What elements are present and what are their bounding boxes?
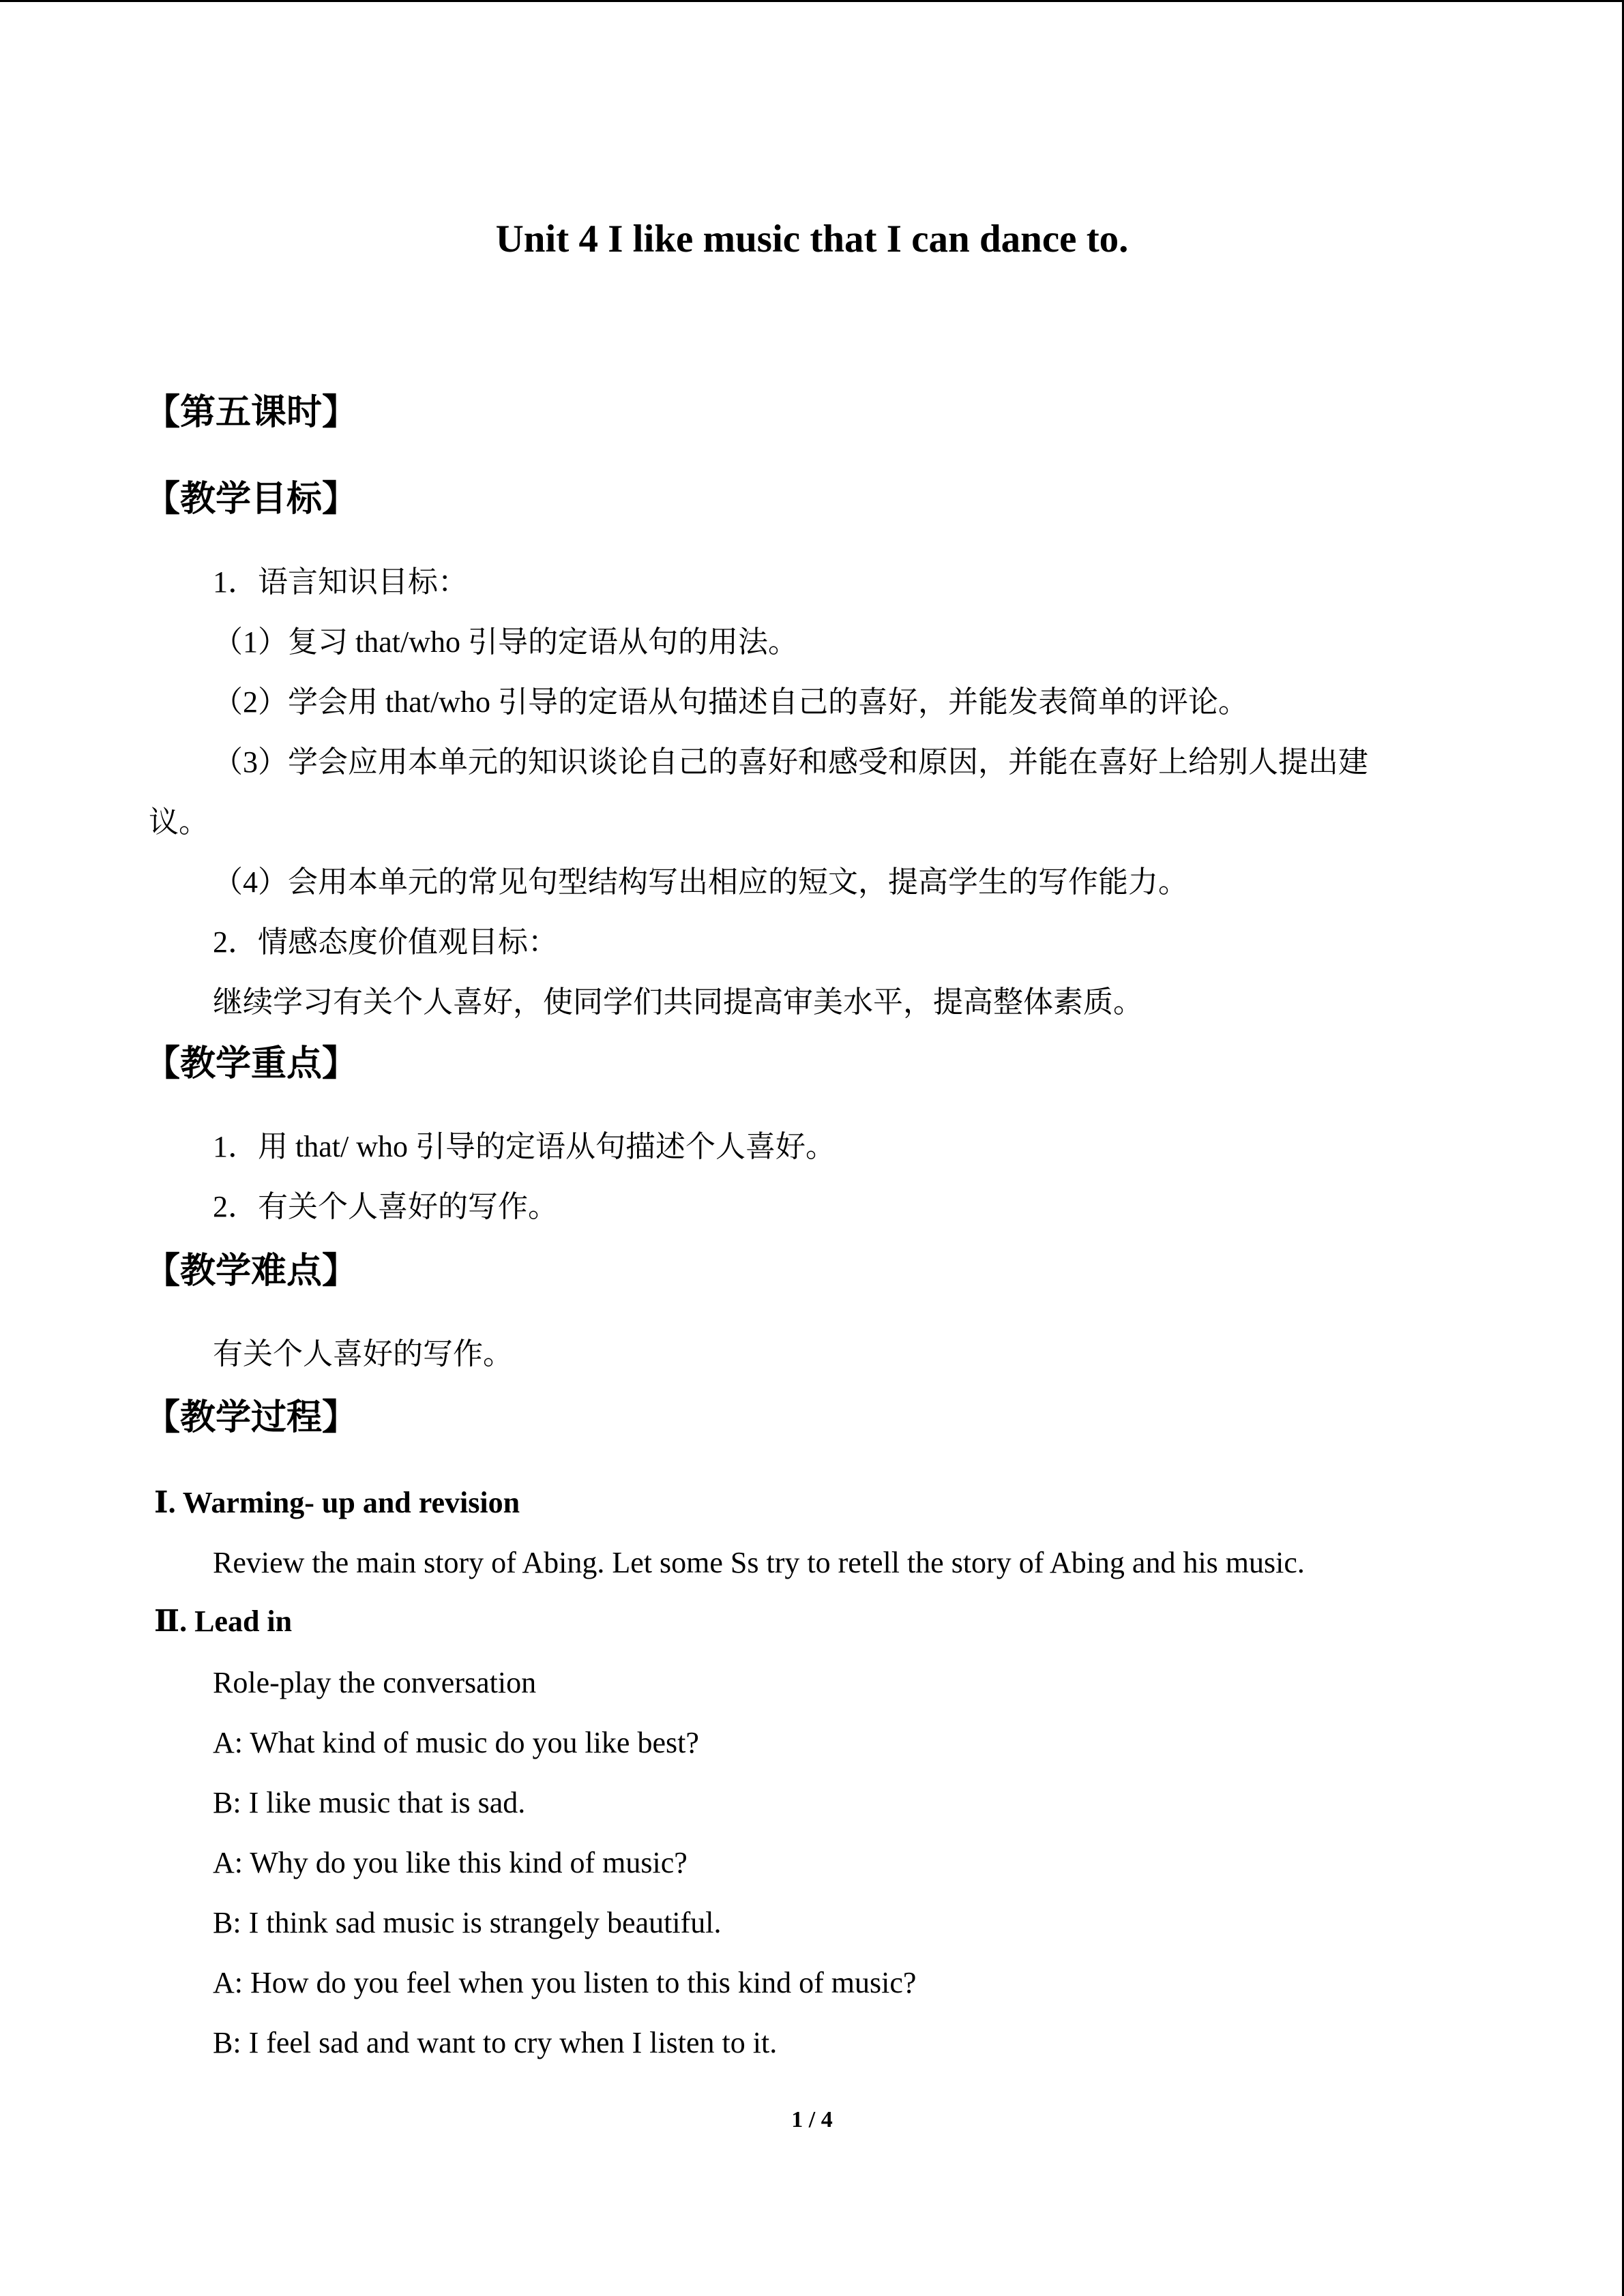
page-number: 1 / 4 xyxy=(791,2107,833,2132)
dialogue-line: A: Why do you like this kind of music? xyxy=(213,1846,688,1879)
page-top-border xyxy=(0,0,1624,2)
difficulty-item-1: 有关个人喜好的写作。 xyxy=(213,1337,513,1371)
section-difficulties-heading: 【教学难点】 xyxy=(145,1252,358,1291)
objective-item-4: （4）会用本单元的常见句型结构写出相应的短文，提高学生的写作能力。 xyxy=(213,865,1188,899)
objective-affective: 继续学习有关个人喜好，使同学们共同提高审美水平，提高整体素质。 xyxy=(213,985,1143,1019)
section-key-points-heading: 【教学重点】 xyxy=(145,1045,358,1084)
dialogue-line: A: How do you feel when you listen to this kind of music? xyxy=(213,1966,917,1999)
objectives-heading-2: 2．情感态度价值观目标： xyxy=(213,925,558,959)
key-point-item-2: 2．有关个人喜好的写作。 xyxy=(213,1190,558,1223)
objectives-heading-1: 1．语言知识目标： xyxy=(213,565,468,599)
objective-item-3-line2: 议。 xyxy=(149,805,209,839)
dialogue-line: B: I think sad music is strangely beautiful. xyxy=(213,1906,722,1939)
dialogue-line: B: I feel sad and want to cry when I listen to it. xyxy=(213,2026,778,2059)
objective-item-2: （2）学会用 that/who 引导的定语从句描述自己的喜好，并能发表简单的评论。 xyxy=(213,685,1248,719)
section-process-heading: 【教学过程】 xyxy=(145,1399,358,1437)
dialogue-line: A: What kind of music do you like best? xyxy=(213,1726,699,1759)
section-lesson-heading: 【第五课时】 xyxy=(145,393,358,432)
process-step-2-intro: Role-play the conversation xyxy=(213,1666,537,1699)
section-objectives-heading: 【教学目标】 xyxy=(145,480,358,519)
key-point-item-1: 1．用 that/ who 引导的定语从句描述个人喜好。 xyxy=(213,1130,836,1163)
objective-item-1: （1）复习 that/who 引导的定语从句的用法。 xyxy=(213,625,798,659)
process-step-1-heading: Ⅰ. Warming- up and revision xyxy=(154,1486,520,1519)
dialogue-line: B: I like music that is sad. xyxy=(213,1786,526,1819)
process-step-1-text: Review the main story of Abing. Let some Ss try to retell the story of Abing and his music. xyxy=(213,1546,1305,1579)
document-title: Unit 4 I like music that I can dance to. xyxy=(495,218,1129,260)
objective-item-3-line1: （3）学会应用本单元的知识谈论自己的喜好和感受和原因，并能在喜好上给别人提出建 xyxy=(213,745,1368,779)
process-step-2-heading: Ⅱ. Lead in xyxy=(154,1605,293,1638)
